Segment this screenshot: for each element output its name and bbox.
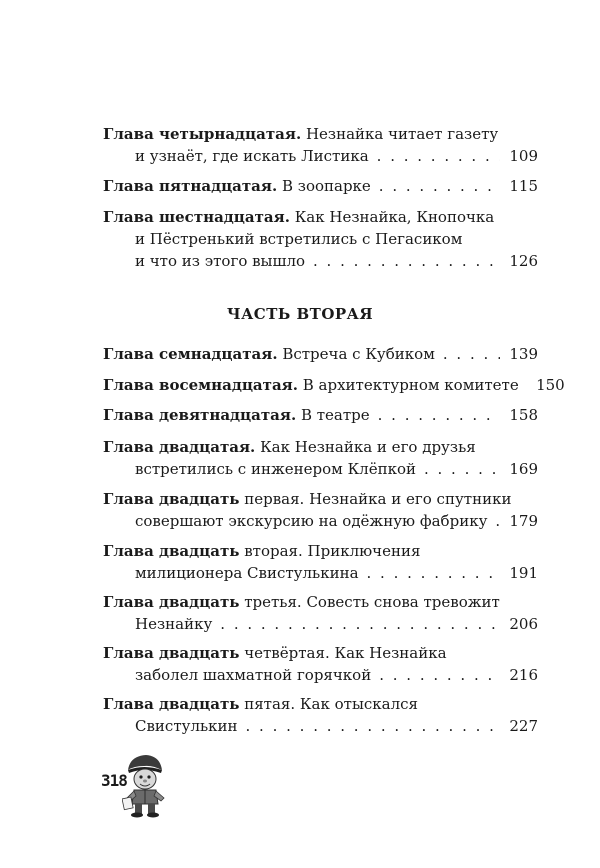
toc-entry-line: [103, 642, 538, 664]
toc-entry-line: [103, 123, 538, 145]
dot-leader: [379, 664, 500, 686]
chapter-title-continuation: Незнайку: [135, 615, 213, 633]
chapter-label: Глава двадцать: [103, 542, 240, 560]
toc-entry-line: [103, 540, 538, 562]
chapter-title: пятая. Как отыскался: [244, 695, 418, 713]
toc-entry-line: [103, 250, 538, 272]
chapter-title: четвёртая. Как Незнайка: [244, 644, 447, 662]
chapter-label: Глава двадцатая.: [103, 438, 256, 456]
page-ref: 169: [509, 460, 538, 478]
chapter-label: Глава девятнадцатая.: [103, 406, 297, 424]
chapter-label: Глава двадцать: [103, 644, 240, 662]
chapter-title: первая. Незнайка и его спутники: [244, 490, 512, 508]
chapter-title: Встреча с Кубиком: [282, 345, 435, 363]
chapter-title: Незнайка читает газету: [305, 125, 499, 143]
chapter-label: Глава пятнадцатая.: [103, 177, 278, 195]
toc-entry-line: [103, 562, 538, 584]
toc-entry-line: [103, 404, 538, 426]
page-ref: 150: [536, 376, 565, 394]
toc-entry-ch16: [103, 206, 538, 272]
toc-entry-ch23: [103, 591, 538, 635]
page-ref: 126: [509, 252, 538, 270]
dot-leader: [377, 145, 500, 167]
dot-leader: [443, 343, 500, 365]
toc-entry-line: [103, 175, 538, 197]
dot-leader: [495, 510, 500, 532]
dot-leader: [424, 458, 500, 480]
chapter-label: Глава двадцать: [103, 695, 240, 713]
chapter-label: Глава двадцать: [103, 490, 240, 508]
page-ref: 115: [509, 177, 538, 195]
chapter-label: Глава четырнадцатая.: [103, 125, 302, 143]
toc-entry-line: [103, 374, 565, 396]
toc-entry-line: [103, 488, 538, 510]
toc-entry-ch25: [103, 693, 538, 737]
toc-entry-line: [103, 510, 538, 532]
toc-entry-ch22: [103, 540, 538, 584]
toc-entry-ch15: [103, 175, 538, 197]
toc-entry-line: [103, 458, 538, 480]
toc-entry-line: [103, 613, 538, 635]
chapter-title: Как Незнайка, Кнопочка: [294, 208, 495, 226]
chapter-title: В зоопарке: [281, 177, 371, 195]
toc-entry-ch18: [103, 374, 565, 396]
page-ref: 227: [509, 717, 538, 735]
part-heading: ЧАСТЬ ВТОРАЯ: [226, 305, 374, 323]
chapter-title-continuation: встретились с инженером Клёпкой: [135, 460, 416, 478]
chapter-title-continuation: заболел шахматной горячкой: [135, 666, 372, 684]
chapter-label: Глава двадцать: [103, 593, 240, 611]
toc-entry-line: [103, 693, 538, 715]
toc-entry-line: [103, 591, 538, 613]
chapter-label: Глава восемнадцатая.: [103, 376, 298, 394]
toc-entry-ch19: [103, 404, 538, 426]
toc-entry-line: [103, 715, 538, 737]
chapter-title: В театре: [300, 406, 370, 424]
chapter-title: В архитектурном комитете: [302, 376, 519, 394]
dot-leader: [220, 613, 500, 635]
toc-entry-line: [103, 436, 538, 458]
chapter-title: вторая. Приключения: [244, 542, 421, 560]
chapter-title-continuation: милиционера Свистулькина: [135, 564, 359, 582]
page-ref: 191: [509, 564, 538, 582]
toc-entry-ch17: [103, 343, 538, 365]
toc-entry-line: [103, 145, 538, 167]
chapter-label: Глава семнадцатая.: [103, 345, 278, 363]
dot-leader: [379, 175, 500, 197]
toc-entry-line: [103, 228, 538, 250]
dot-leader: [367, 562, 500, 584]
chapter-title-continuation: и узнаёт, где искать Листика: [135, 147, 369, 165]
toc-entry-ch24: [103, 642, 538, 686]
chapter-title-continuation: Свистулькин: [135, 717, 238, 735]
chapter-label: Глава шестнадцатая.: [103, 208, 290, 226]
toc-entry-line: [103, 343, 538, 365]
toc-entry-ch20: [103, 436, 538, 480]
toc-entry-line: [103, 664, 538, 686]
dot-leader: [378, 404, 500, 426]
page-ref: 216: [509, 666, 538, 684]
page-ref: 206: [509, 615, 538, 633]
toc-entry-line: [103, 206, 538, 228]
page-ref: 179: [509, 512, 538, 530]
chapter-title-continuation: и что из этого вышло: [135, 252, 306, 270]
neznaika-mascot-icon: [122, 752, 166, 818]
page-ref: 158: [509, 406, 538, 424]
page-ref: 109: [509, 147, 538, 165]
toc-entry-ch21: [103, 488, 538, 532]
chapter-title-continuation: и Пёстренький встретились с Пегасиком: [135, 230, 463, 248]
chapter-title-continuation: совершают экскурсию на одёжную фабрику: [135, 512, 488, 530]
dot-leader: [313, 250, 500, 272]
chapter-title: третья. Совесть снова тревожит: [244, 593, 500, 611]
page-ref: 139: [509, 345, 538, 363]
page-number: 318: [101, 771, 127, 790]
chapter-title: Как Незнайка и его друзья: [260, 438, 476, 456]
dot-leader: [246, 715, 500, 737]
toc-entry-ch14: [103, 123, 538, 167]
